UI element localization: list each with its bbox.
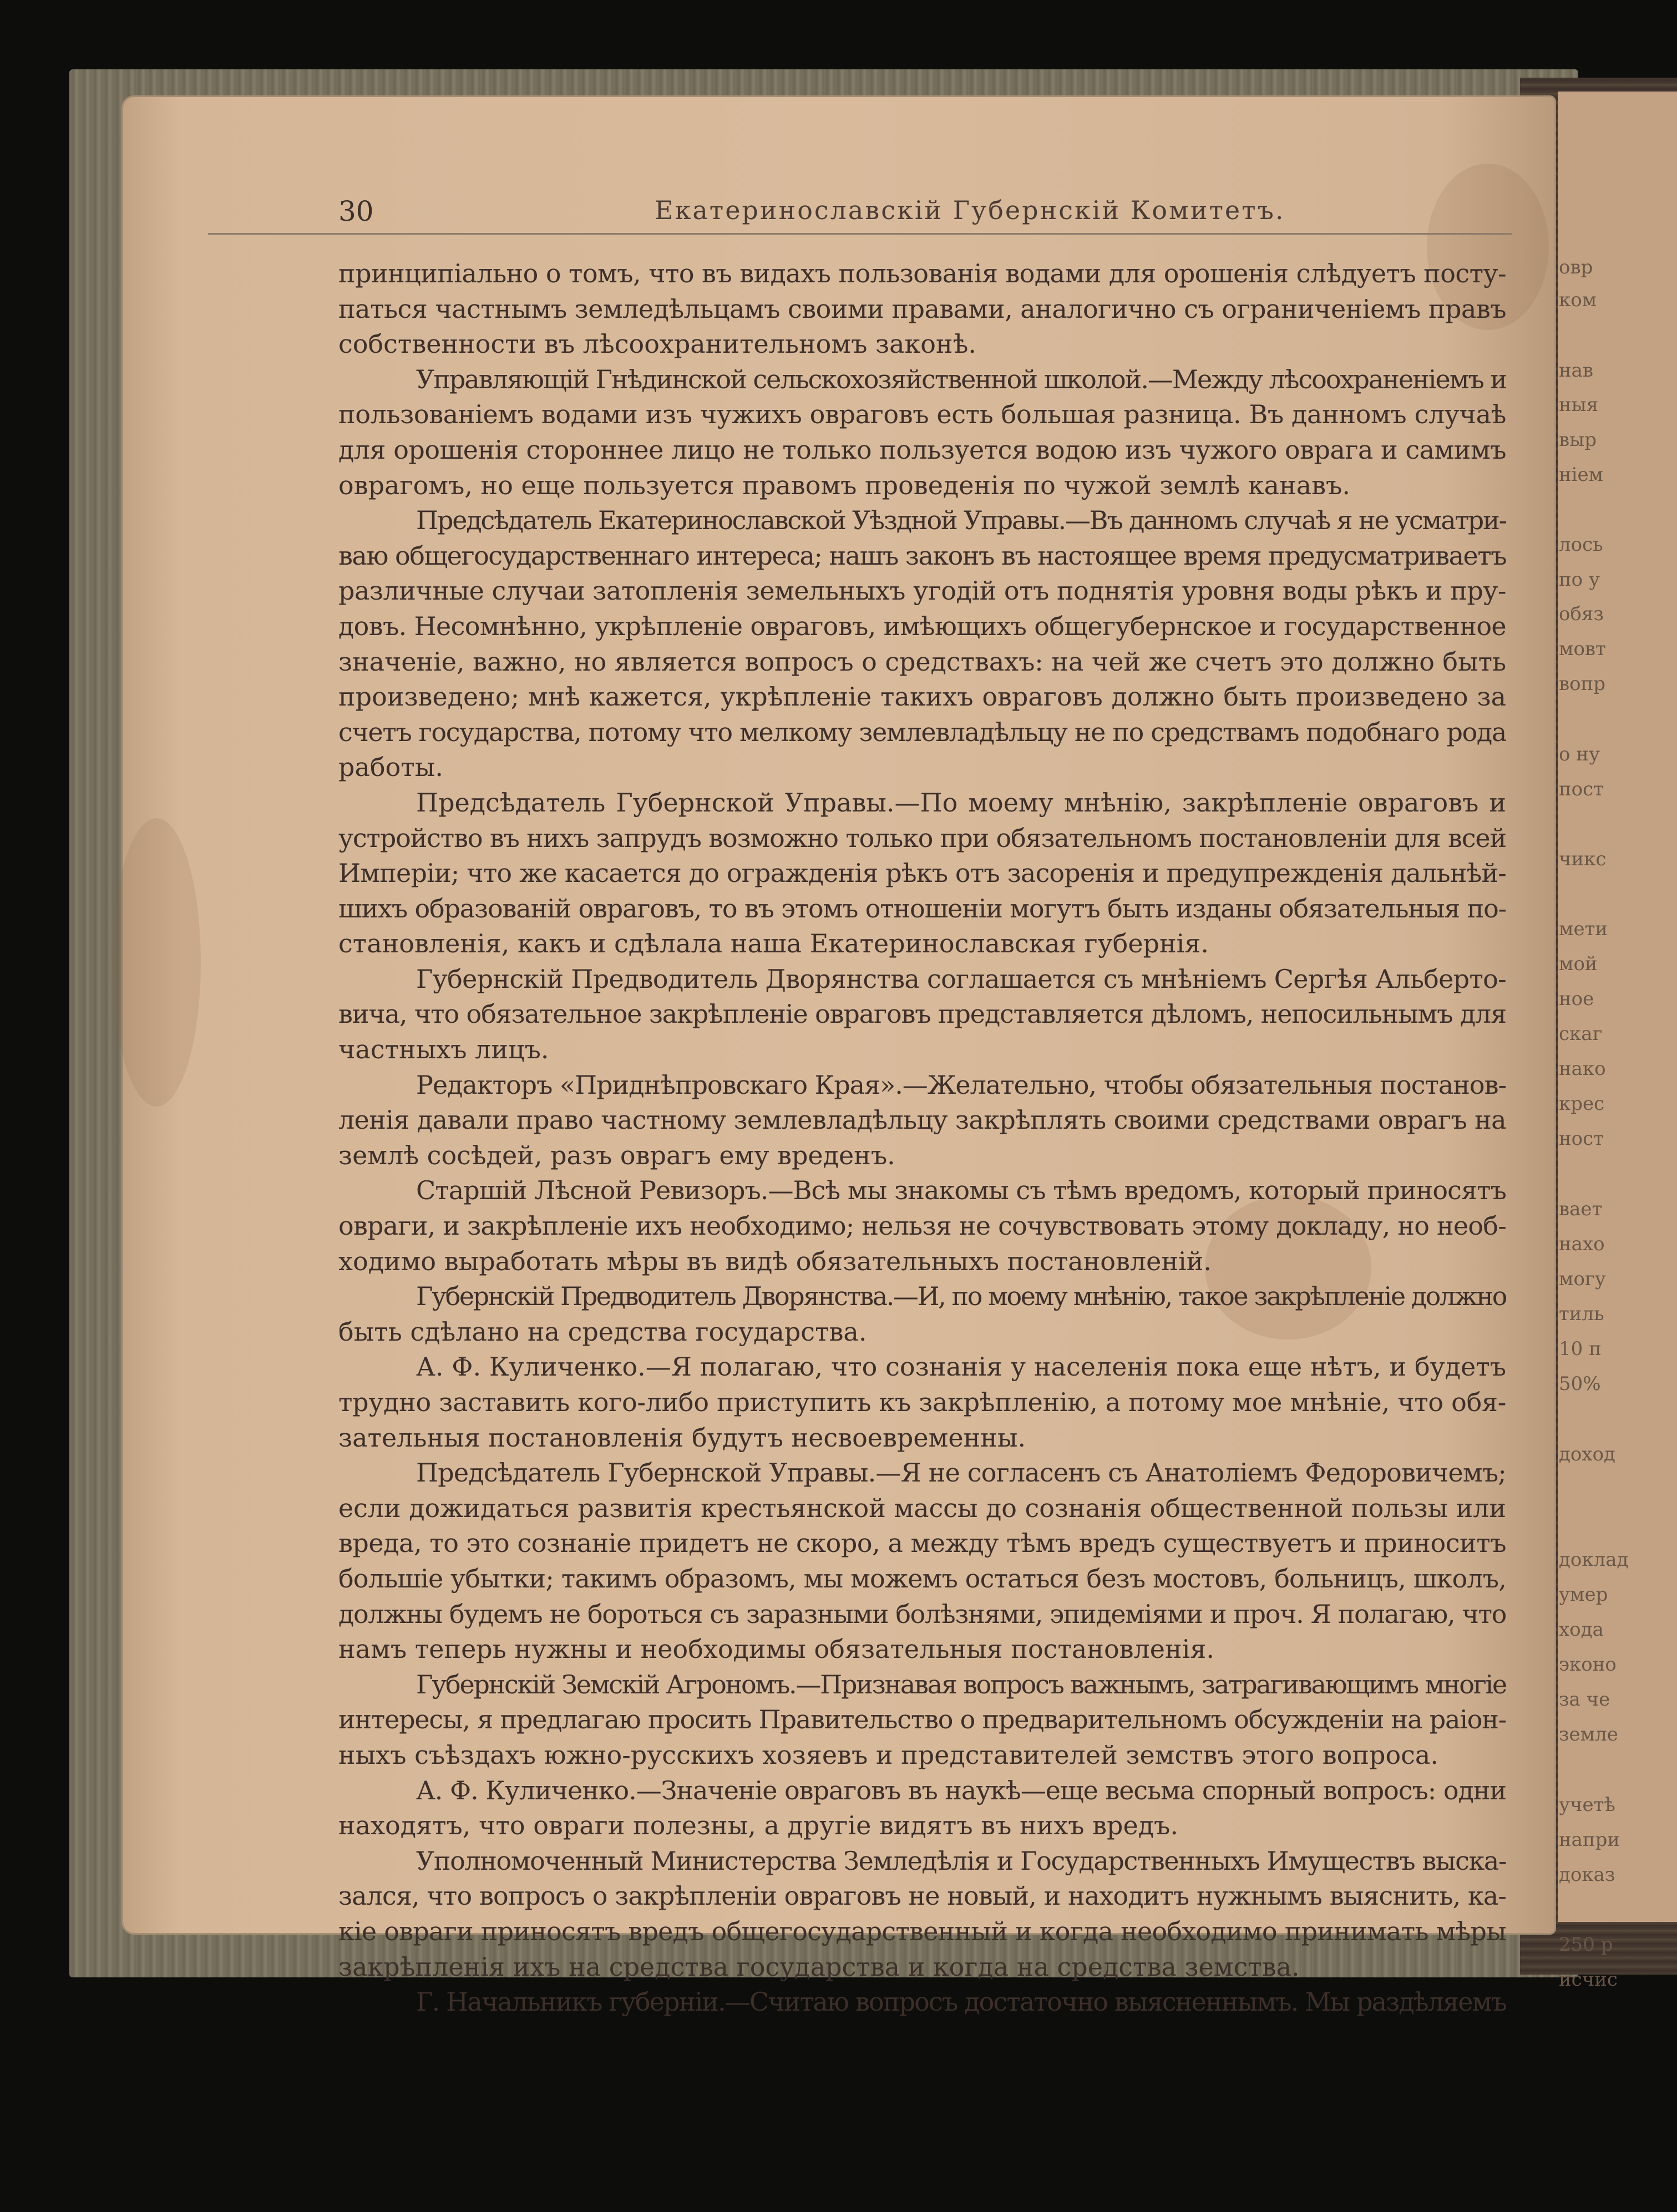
stain — [112, 818, 201, 1107]
next-page-fragment: вает — [1559, 1198, 1603, 1220]
next-page-fragment: тиль — [1559, 1303, 1604, 1325]
text-line: Предсѣдатель Губернской Управы.—Я не согласенъ съ Анатоліемъ Федоровичемъ; — [416, 1458, 1506, 1488]
next-page-fragment: мети — [1559, 918, 1608, 940]
text-line: пользованіемъ водами изъ чужихъ овраговъ есть большая разница. Въ данномъ случаѣ — [338, 399, 1506, 430]
next-page-fragment: вопр — [1559, 673, 1606, 695]
page-header — [208, 195, 1512, 235]
next-page-fragment: мовт — [1559, 638, 1606, 660]
text-line: А. Ф. Куличенко.—Значеніе овраговъ въ наукѣ—еще весьма спорный вопросъ: одни — [416, 1775, 1506, 1805]
text-line: работы. — [338, 752, 443, 783]
next-page-fragment: земле — [1559, 1723, 1618, 1746]
next-page-fragment: по у — [1559, 569, 1600, 591]
next-page-fragment: нахо — [1559, 1233, 1605, 1255]
next-page-fragment: ныя — [1559, 394, 1599, 416]
next-page-fragment: доказ — [1559, 1864, 1615, 1886]
next-page-fragment: 10 п — [1559, 1338, 1602, 1360]
text-line: Губернскій Предводитель Дворянства соглашается съ мнѣніемъ Сергѣя Альберто- — [416, 963, 1506, 994]
text-line: землѣ сосѣдей, разъ оврагъ ему вреденъ. — [338, 1140, 895, 1170]
text-line: кіе овраги приносятъ вредъ общегосударственный и когда необходимо принимать мѣры — [338, 1916, 1506, 1946]
text-line: должны будемъ не бороться съ заразными болѣзнями, эпидеміями и проч. Я полагаю, что — [338, 1599, 1506, 1629]
next-page-fragment: крес — [1559, 1093, 1605, 1115]
text-line: ваю общегосударственнаго интереса; нашъ законъ въ настоящее время предусматриваетъ — [338, 540, 1506, 571]
next-page-fragment: обяз — [1559, 603, 1604, 625]
text-line: различные случаи затопленія земельныхъ угодій отъ поднятія уровня воды рѣкъ и пру- — [338, 576, 1506, 606]
next-page-fragment: ком — [1559, 289, 1597, 311]
text-line: собственности въ лѣсоохранительномъ законѣ. — [338, 329, 976, 359]
text-line: устройство въ нихъ запрудъ возможно только при обязательномъ постановленіи для всей — [338, 823, 1506, 853]
text-line: Редакторъ «Приднѣпровскаго Края».—Желательно, чтобы обязательныя постанов- — [416, 1069, 1506, 1100]
next-page-fragment: выр — [1559, 429, 1597, 451]
text-line: значеніе, важно, но является вопросъ о средствахъ: на чей же счетъ это должно быть — [338, 646, 1506, 677]
text-line: Управляющій Гнѣдинской сельскохозяйственной школой.—Между лѣсоохраненіемъ и — [416, 364, 1506, 394]
next-page-fragment: лось — [1559, 534, 1603, 556]
next-page-fragment: чикс — [1559, 848, 1607, 870]
text-line: ныхъ съѣздахъ южно-русскихъ хозяевъ и представителей земствъ этого вопроса. — [338, 1739, 1438, 1770]
next-page-fragment: 50% — [1559, 1373, 1601, 1395]
next-page-fragment: за че — [1559, 1688, 1610, 1711]
text-line: быть сдѣлано на средства государства. — [338, 1316, 867, 1347]
next-page-fragment: напри — [1559, 1829, 1620, 1851]
text-line: довъ. Несомнѣнно, укрѣпленіе овраговъ, имѣющихъ общегубернское и государственное — [338, 611, 1506, 641]
text-line: интересы, я предлагаю просить Правительство о предварительномъ обсужденіи на раіон- — [338, 1704, 1506, 1735]
page-number: 30 — [338, 195, 374, 227]
next-page-fragment: ніем — [1559, 464, 1604, 486]
next-page-fragment: хода — [1559, 1619, 1604, 1641]
next-page-fragment: учетѣ — [1559, 1794, 1615, 1816]
text-line: Г. Начальникъ губерніи.—Считаю вопросъ достаточно выясненнымъ. Мы раздѣляемъ — [416, 1987, 1506, 2017]
text-line: большіе убытки; такимъ образомъ, мы можемъ остаться безъ мостовъ, больницъ, школъ, — [338, 1563, 1506, 1594]
text-line: ленія давали право частному землевладѣльцу закрѣплять своими средствами оврагъ на — [338, 1105, 1506, 1135]
next-page-fragment: доход — [1559, 1443, 1615, 1465]
next-page-fragment: нако — [1559, 1058, 1606, 1080]
text-line: счетъ государства, потому что мелкому землевладѣльцу не по средствамъ подобнаго рода — [338, 717, 1506, 747]
next-page-fragment: о ну — [1559, 743, 1600, 765]
text-line: ходимо выработать мѣры въ видѣ обязательныхъ постановленій. — [338, 1246, 1212, 1276]
next-page-fragment: доклад — [1559, 1549, 1629, 1571]
text-line: частныхъ лицъ. — [338, 1034, 549, 1065]
text-line: зательныя постановленія будутъ несвоевременны. — [338, 1422, 1026, 1453]
running-head: Екатеринославскій Губернскій Комитетъ. — [655, 195, 1285, 225]
text-line: Имперіи; что же касается до огражденія рѣкъ отъ засоренія и предупрежденія дальнѣй- — [338, 858, 1506, 889]
next-page-fragment: нав — [1559, 359, 1594, 382]
next-page-fragment: ност — [1559, 1128, 1604, 1150]
next-page-fragment: умер — [1559, 1584, 1608, 1606]
text-line: Старшій Лѣсной Ревизоръ.—Всѣ мы знакомы съ тѣмъ вредомъ, который приносятъ — [416, 1175, 1506, 1206]
text-line: шихъ образованій овраговъ, то въ этомъ отношеніи могутъ быть изданы обязательныя по- — [338, 893, 1506, 924]
text-line: если дожидаться развитія крестьянской массы до сознанія общественной пользы или — [338, 1493, 1506, 1523]
next-page-fragment: 250 р — [1559, 1934, 1613, 1956]
text-line: принципіально о томъ, что въ видахъ пользованія водами для орошенія слѣдуетъ посту- — [338, 258, 1506, 288]
next-page-edge — [1558, 92, 1677, 1991]
text-line: закрѣпленія ихъ на средства государства и когда на средства земства. — [338, 1951, 1300, 1982]
text-line: вреда, то это сознаніе придетъ не скоро, а между тѣмъ вредъ существуетъ и приноситъ — [338, 1528, 1506, 1559]
next-page-fragment: исчис — [1559, 1969, 1618, 1991]
text-line: Предсѣдатель Екатеринославской Уѣздной Управы.—Въ данномъ случаѣ я не усматри- — [416, 505, 1506, 536]
next-page-fragment: эконо — [1559, 1653, 1617, 1676]
text-line: овраги, и закрѣпленіе ихъ необходимо; нельзя не сочувствовать этому докладу, но необ- — [338, 1211, 1506, 1241]
text-line: становленія, какъ и сдѣлала наша Екатеринославская губернія. — [338, 929, 1209, 959]
next-page-fragment: скаг — [1559, 1023, 1603, 1045]
next-page-fragment: могу — [1559, 1268, 1606, 1290]
next-page-fragment: ное — [1559, 988, 1594, 1010]
text-line: оврагомъ, но еще пользуется правомъ проведенія по чужой землѣ канавъ. — [338, 470, 1350, 500]
body-text — [338, 256, 1506, 2020]
next-page-fragment: пост — [1559, 778, 1604, 800]
text-line: Предсѣдатель Губернской Управы.—По моему мнѣнію, закрѣпленіе овраговъ и — [416, 787, 1506, 818]
text-line: намъ теперь нужны и необходимы обязательныя постановленія. — [338, 1634, 1215, 1665]
text-line: произведено; мнѣ кажется, укрѣпленіе такихъ овраговъ должно быть произведено за — [338, 682, 1506, 712]
text-line: находятъ, что овраги полезны, а другіе видятъ въ нихъ вредъ. — [338, 1810, 1178, 1841]
text-line: Уполномоченный Министерства Земледѣлія и Государственныхъ Имуществъ выска- — [416, 1845, 1506, 1876]
text-line: вича, что обязательное закрѣпленіе овраговъ представляется дѣломъ, непосильнымъ для — [338, 999, 1506, 1029]
text-line: А. Ф. Куличенко.—Я полагаю, что сознанія у населенія пока еще нѣтъ, и будетъ — [416, 1352, 1506, 1382]
text-line: для орошенія стороннее лицо не только пользуется водою изъ чужого оврага и самимъ — [338, 434, 1506, 465]
text-line: паться частнымъ земледѣльцамъ своими правами, аналогично съ ограниченіемъ правъ — [338, 293, 1506, 324]
text-line: зался, что вопросъ о закрѣпленіи овраговъ не новый, и находитъ нужнымъ выяснить, ка- — [338, 1881, 1506, 1911]
text-line: трудно заставить кого-либо приступить къ закрѣпленію, а потому мое мнѣніе, что обя- — [338, 1387, 1506, 1417]
text-line: Губернскій Земскій Агрономъ.—Признавая вопросъ важнымъ, затрагивающимъ многіе — [416, 1669, 1506, 1699]
next-page-fragment: мой — [1559, 953, 1598, 975]
text-line: Губернскій Предводитель Дворянства.—И, по моему мнѣнію, такое закрѣпленіе должно — [416, 1281, 1506, 1312]
next-page-fragment: овр — [1559, 256, 1593, 278]
